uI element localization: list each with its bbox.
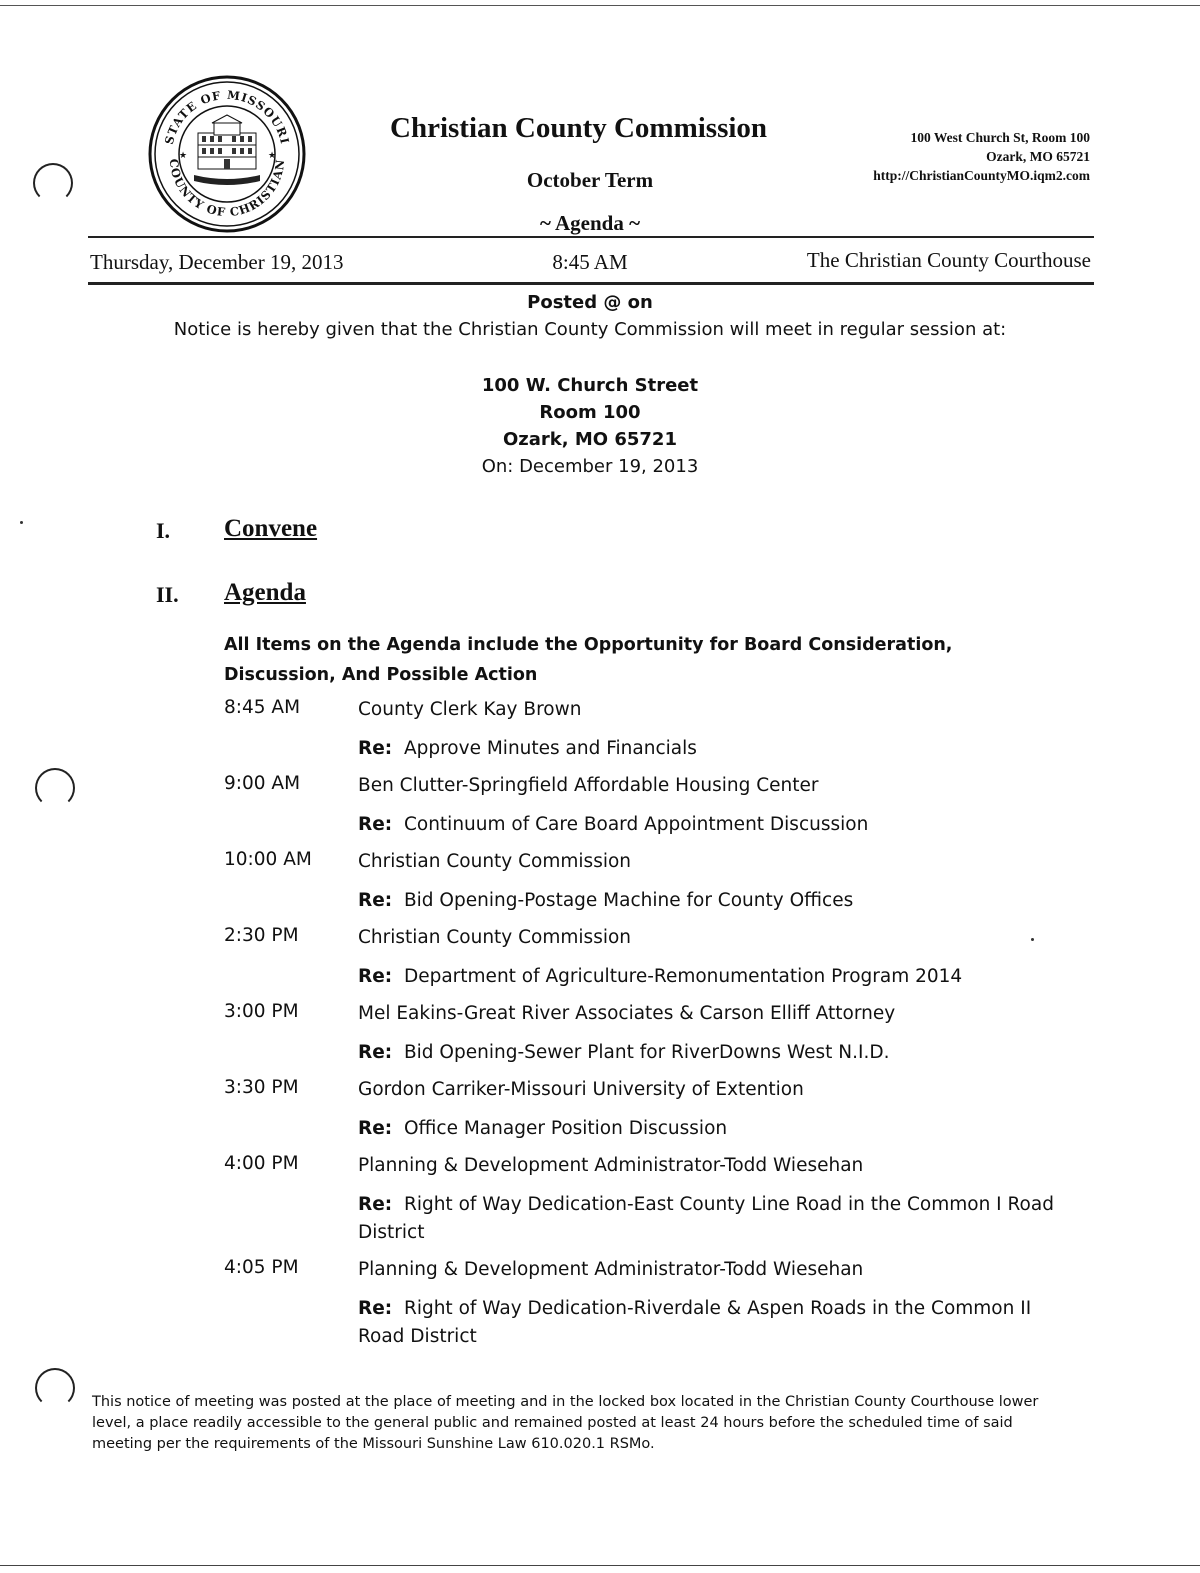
agenda-item-subject bbox=[358, 1039, 1054, 1077]
re-label: Re: bbox=[358, 1194, 393, 1215]
header-rule-bottom bbox=[88, 282, 1094, 285]
website-link[interactable]: http://ChristianCountyMO.iqm2.com bbox=[873, 168, 1090, 183]
re-label: Re: bbox=[358, 890, 393, 911]
term-label: October Term bbox=[526, 168, 654, 192]
agenda-item-subject bbox=[358, 811, 1054, 849]
address-block bbox=[840, 128, 1090, 185]
agenda-heading: ~ Agenda ~ bbox=[539, 211, 641, 235]
agenda-item-presenter: Christian County Commission bbox=[358, 851, 632, 872]
section-title-convene: Convene bbox=[224, 515, 318, 542]
agenda-item-subject bbox=[358, 887, 1054, 925]
agenda-item-body bbox=[358, 697, 1054, 773]
re-label: Re: bbox=[358, 1298, 393, 1319]
meeting-date: Thursday, December 19, 2013 bbox=[90, 250, 344, 274]
top-edge-rule bbox=[0, 5, 1200, 6]
commission-title: Christian County Commission bbox=[390, 112, 768, 144]
svg-text:★: ★ bbox=[268, 151, 277, 161]
scan-speck bbox=[20, 521, 23, 524]
section-number: II. bbox=[156, 582, 179, 607]
county-seal-logo bbox=[148, 75, 306, 233]
agenda-item-presenter: Christian County Commission bbox=[358, 927, 632, 948]
agenda-item bbox=[224, 849, 1054, 925]
agenda-item-presenter: Gordon Carriker-Missouri University of Extention bbox=[358, 1079, 804, 1100]
re-label: Re: bbox=[358, 1042, 393, 1063]
agenda-item bbox=[224, 1153, 1054, 1257]
agenda-item-time: 9:00 AM bbox=[224, 773, 301, 794]
svg-text:★: ★ bbox=[179, 151, 188, 161]
agenda-item-topic: Approve Minutes and Financials bbox=[403, 738, 697, 759]
seal-bottom-text: COUNTY OF CHRISTIAN bbox=[166, 157, 288, 220]
agenda-item-time: 3:30 PM bbox=[224, 1077, 299, 1098]
agenda-item-time: 10:00 AM bbox=[224, 849, 312, 870]
meeting-time: 8:45 AM bbox=[552, 250, 628, 274]
agenda-item-body bbox=[358, 1001, 1054, 1077]
agenda-item-subject bbox=[358, 735, 1054, 773]
bottom-edge-rule bbox=[0, 1565, 1200, 1566]
re-label: Re: bbox=[358, 814, 393, 835]
address-line-1: 100 West Church St, Room 100 bbox=[910, 130, 1090, 145]
re-label: Re: bbox=[358, 738, 393, 759]
venue-date: On: December 19, 2013 bbox=[481, 456, 699, 477]
agenda-item-subject bbox=[358, 1295, 1054, 1361]
agenda-item-topic: Continuum of Care Board Appointment Discussion bbox=[403, 814, 869, 835]
agenda-intro: All Items on the Agenda include the Opportunity for Board Consideration, Discussion, And Possible Action bbox=[224, 635, 953, 685]
agenda-item-body bbox=[358, 849, 1054, 925]
agenda-items bbox=[224, 697, 1054, 1361]
agenda-item-presenter: Planning & Development Administrator-Todd Wiesehan bbox=[358, 1259, 864, 1280]
agenda-item-time: 8:45 AM bbox=[224, 697, 301, 718]
header-rule-top bbox=[88, 236, 1094, 238]
venue-city: Ozark, MO 65721 bbox=[503, 429, 677, 450]
venue-address bbox=[390, 372, 790, 480]
section-number: I. bbox=[156, 518, 171, 543]
agenda-item-time: 3:00 PM bbox=[224, 1001, 299, 1022]
agenda-item-body bbox=[358, 1077, 1054, 1153]
agenda-item bbox=[224, 1001, 1054, 1077]
agenda-item-topic: Department of Agriculture-Remonumentation Program 2014 bbox=[403, 966, 963, 987]
agenda-item-presenter: Mel Eakins-Great River Associates & Carson Elliff Attorney bbox=[358, 1003, 896, 1024]
agenda-item-subject bbox=[358, 963, 1054, 1001]
punch-hole-top bbox=[33, 163, 73, 203]
punch-hole-bottom bbox=[35, 1368, 75, 1408]
agenda-item bbox=[224, 1077, 1054, 1153]
notice-text: Notice is hereby given that the Christian County Commission will meet in regular session at: bbox=[173, 319, 1007, 340]
agenda-item bbox=[224, 697, 1054, 773]
agenda-item-topic: Office Manager Position Discussion bbox=[403, 1118, 728, 1139]
address-line-2: Ozark, MO 65721 bbox=[986, 149, 1090, 164]
re-label: Re: bbox=[358, 966, 393, 987]
posted-line: Posted @ on bbox=[527, 292, 653, 313]
agenda-item-presenter: Planning & Development Administrator-Todd Wiesehan bbox=[358, 1155, 864, 1176]
agenda-item bbox=[224, 773, 1054, 849]
venue-room: Room 100 bbox=[539, 402, 641, 423]
agenda-item-topic: Right of Way Dedication-Riverdale & Aspen Roads in the Common II Road District bbox=[358, 1298, 1032, 1347]
seal-top-text: STATE OF MISSOURI bbox=[161, 87, 293, 146]
meeting-place: The Christian County Courthouse bbox=[806, 248, 1091, 272]
agenda-item bbox=[224, 925, 1054, 1001]
punch-hole-middle bbox=[35, 768, 75, 808]
re-label: Re: bbox=[358, 1118, 393, 1139]
section-title-agenda: Agenda bbox=[224, 579, 306, 606]
agenda-item-body bbox=[358, 1153, 1054, 1257]
agenda-item-topic: Bid Opening-Postage Machine for County Offices bbox=[403, 890, 854, 911]
agenda-item-subject bbox=[358, 1191, 1054, 1257]
agenda-item-body bbox=[358, 1257, 1054, 1361]
agenda-item-body bbox=[358, 925, 1054, 1001]
agenda-item-topic: Right of Way Dedication-East County Line Road in the Common I Road District bbox=[358, 1194, 1054, 1243]
agenda-item-time: 4:05 PM bbox=[224, 1257, 299, 1278]
agenda-item-subject bbox=[358, 1115, 1054, 1153]
agenda-item-body bbox=[358, 773, 1054, 849]
agenda-item-presenter: Ben Clutter-Springfield Affordable Housing Center bbox=[358, 775, 819, 796]
agenda-item-time: 4:00 PM bbox=[224, 1153, 299, 1174]
venue-street: 100 W. Church Street bbox=[481, 375, 699, 396]
agenda-item-presenter: County Clerk Kay Brown bbox=[358, 699, 582, 720]
agenda-item-topic: Bid Opening-Sewer Plant for RiverDowns West N.I.D. bbox=[403, 1042, 890, 1063]
agenda-item bbox=[224, 1257, 1054, 1361]
agenda-item-time: 2:30 PM bbox=[224, 925, 299, 946]
posting-footnote: This notice of meeting was posted at the place of meeting and in the locked box located in the Christian County Courthouse lower level, a place readily accessible to the general public and remained posted at least 24 hours before the scheduled time of said meeting per the requirements of the Missouri Sunshine Law 610.020.1 RSMo. bbox=[92, 1394, 1039, 1452]
